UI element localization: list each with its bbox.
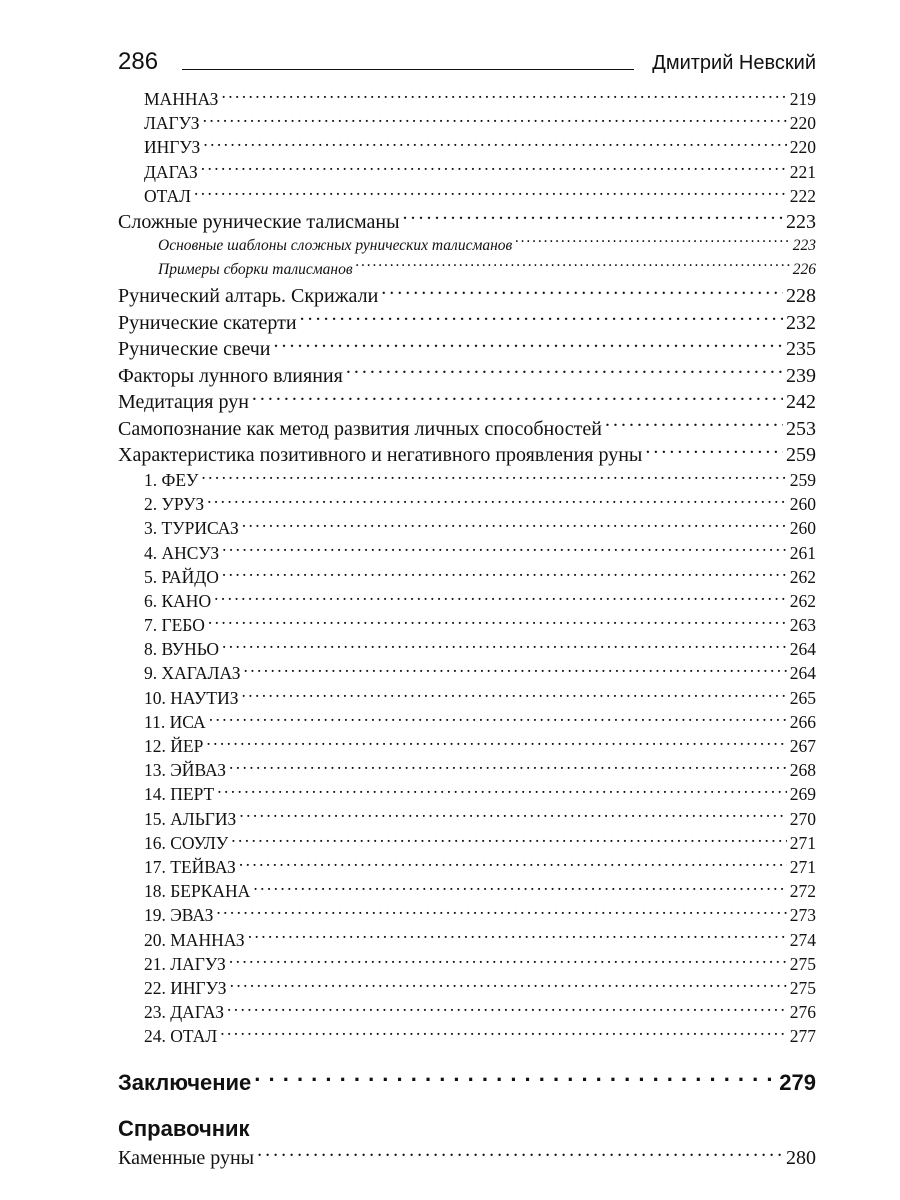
toc-entry[interactable] bbox=[118, 135, 816, 159]
toc-entry-title: Медитация рун bbox=[118, 391, 249, 414]
toc-entry-page: 271 bbox=[789, 832, 816, 853]
toc-entry-page: 275 bbox=[789, 953, 816, 974]
toc-rune-entry[interactable] bbox=[118, 1000, 816, 1024]
dot-leader bbox=[209, 710, 787, 728]
page-header bbox=[118, 40, 816, 74]
dot-leader bbox=[203, 112, 787, 130]
toc-rune-entry[interactable] bbox=[118, 782, 816, 806]
toc-entry-page: 239 bbox=[786, 364, 816, 387]
toc-entry-title: 2. УРУЗ bbox=[144, 494, 205, 515]
toc-subentry[interactable] bbox=[118, 258, 816, 282]
toc-entry-title: 12. ЙЕР bbox=[144, 736, 204, 756]
toc-entry-title: ОТАЛ bbox=[144, 185, 191, 206]
dot-leader bbox=[403, 208, 783, 228]
dot-leader bbox=[222, 565, 787, 583]
dot-leader bbox=[222, 541, 787, 559]
toc-entry[interactable] bbox=[118, 282, 816, 309]
dot-leader bbox=[515, 235, 789, 251]
toc-section-title: Заключение bbox=[118, 1070, 252, 1096]
toc-entry-title: 5. РАЙДО bbox=[144, 566, 219, 587]
toc-entry-page: 261 bbox=[789, 542, 816, 563]
dot-leader bbox=[253, 880, 786, 898]
toc-entry-page: 259 bbox=[789, 469, 816, 490]
toc-entry-page: 275 bbox=[789, 977, 816, 998]
toc-entry-title: 1. ФЕУ bbox=[144, 469, 199, 490]
dot-leader bbox=[231, 831, 786, 849]
dot-leader bbox=[230, 976, 787, 994]
toc-rune-entry[interactable] bbox=[118, 686, 816, 710]
toc-entry-title: 20. МАННАЗ bbox=[144, 929, 245, 950]
dot-leader bbox=[194, 184, 787, 202]
toc-entry-page: 272 bbox=[789, 881, 816, 902]
toc-entry-page: 220 bbox=[789, 113, 816, 134]
toc-entry-page: 219 bbox=[789, 89, 816, 109]
toc-entry-title: Примеры сборки талисманов bbox=[158, 261, 353, 279]
toc-entry[interactable] bbox=[118, 208, 816, 235]
toc-entry-title: 22. ИНГУЗ bbox=[144, 977, 227, 998]
dot-leader bbox=[242, 517, 787, 535]
toc-rune-entry[interactable] bbox=[118, 903, 816, 927]
header-rule bbox=[182, 69, 634, 70]
toc-entry-title: ИНГУЗ bbox=[144, 137, 201, 158]
toc-entry-title: 6. КАНО bbox=[144, 590, 212, 611]
toc-entry-title: Рунические свечи bbox=[118, 338, 271, 361]
toc-entry[interactable] bbox=[118, 111, 816, 135]
dot-leader bbox=[243, 662, 786, 680]
toc-section-conclusion[interactable] bbox=[118, 1068, 816, 1098]
dot-leader bbox=[201, 160, 787, 178]
toc-entry-page: 274 bbox=[789, 929, 816, 950]
toc-entry-title: 19. ЭВАЗ bbox=[144, 905, 214, 926]
dot-leader bbox=[241, 686, 786, 704]
toc-rune-entry[interactable] bbox=[118, 928, 816, 952]
toc-entry-page: 269 bbox=[789, 784, 816, 805]
toc-rune-entry[interactable] bbox=[118, 1024, 816, 1048]
toc-entry[interactable] bbox=[118, 184, 816, 208]
toc-rune-entry[interactable] bbox=[118, 541, 816, 565]
toc-entry-title: 18. БЕРКАНА bbox=[144, 881, 251, 902]
toc-entry-page: 264 bbox=[789, 639, 816, 660]
toc-entry-title: 3. ТУРИСАЗ bbox=[144, 518, 239, 539]
toc-entry-title: 21. ЛАГУЗ bbox=[144, 953, 226, 974]
toc-entry-title: Самопознание как метод развития личных способностей bbox=[118, 417, 602, 440]
toc-entry-page: 253 bbox=[786, 417, 816, 440]
toc-entry[interactable] bbox=[118, 441, 816, 468]
toc-entry-page: 262 bbox=[789, 566, 816, 587]
table-of-contents bbox=[118, 87, 816, 1171]
dot-leader bbox=[229, 952, 787, 970]
dot-leader bbox=[206, 735, 786, 753]
toc-rune-entry[interactable] bbox=[118, 589, 816, 613]
toc-entry-title: Сложные рунические талисманы bbox=[118, 210, 400, 233]
toc-rune-entry[interactable] bbox=[118, 492, 816, 516]
toc-entry-title: 24. ОТАЛ bbox=[144, 1026, 218, 1047]
toc-entry-page: 223 bbox=[792, 237, 816, 255]
toc-rune-entry[interactable] bbox=[118, 613, 816, 637]
toc-entry-page: 221 bbox=[789, 161, 816, 182]
toc-entry-page: 223 bbox=[786, 210, 816, 233]
dot-leader bbox=[217, 783, 787, 801]
toc-entry[interactable] bbox=[118, 1144, 816, 1171]
dot-leader bbox=[216, 904, 786, 922]
toc-entry-title: ДАГАЗ bbox=[144, 161, 198, 182]
toc-entry-page: 235 bbox=[786, 338, 816, 361]
toc-entry[interactable] bbox=[118, 87, 816, 111]
dot-leader bbox=[227, 1001, 787, 1019]
toc-rune-entry[interactable] bbox=[118, 468, 816, 492]
dot-leader bbox=[207, 493, 787, 511]
toc-entry-title: Факторы лунного влияния bbox=[118, 364, 343, 387]
toc-rune-entry[interactable] bbox=[118, 637, 816, 661]
toc-entry[interactable] bbox=[118, 335, 816, 362]
toc-entry-title: Основные шаблоны сложных рунических талисманов bbox=[158, 237, 513, 255]
dot-leader bbox=[605, 415, 783, 435]
toc-entry-title: 16. СОУЛУ bbox=[144, 832, 229, 853]
toc-rune-entry[interactable] bbox=[118, 516, 816, 540]
dot-leader bbox=[229, 759, 787, 777]
dot-leader bbox=[356, 259, 790, 275]
dot-leader bbox=[248, 928, 787, 946]
toc-entry-title: Каменные руны bbox=[118, 1147, 255, 1170]
toc-entry-page: 222 bbox=[789, 185, 816, 206]
toc-entry-title: Характеристика позитивного и негативного проявления руны bbox=[118, 444, 643, 467]
toc-entry-title: 7. ГЕБО bbox=[144, 615, 205, 636]
toc-rune-entry[interactable] bbox=[118, 758, 816, 782]
toc-entry-title: 17. ТЕЙВАЗ bbox=[144, 856, 236, 877]
toc-entry-page: 280 bbox=[786, 1147, 816, 1170]
toc-entry-page: 267 bbox=[789, 736, 816, 756]
toc-entry-title: 4. АНСУЗ bbox=[144, 542, 220, 563]
toc-entry-page: 277 bbox=[789, 1026, 816, 1047]
toc-entry-page: 264 bbox=[789, 663, 816, 684]
toc-entry[interactable] bbox=[118, 160, 816, 184]
toc-entry-page: 220 bbox=[789, 137, 816, 158]
toc-rune-entry[interactable] bbox=[118, 734, 816, 758]
dot-leader bbox=[222, 638, 787, 656]
toc-entry-title: Рунические скатерти bbox=[118, 311, 297, 334]
dot-leader bbox=[220, 1025, 787, 1043]
toc-entry-title: МАННАЗ bbox=[144, 89, 219, 109]
toc-rune-entry[interactable] bbox=[118, 976, 816, 1000]
dot-leader bbox=[300, 309, 783, 329]
toc-entry[interactable] bbox=[118, 309, 816, 336]
toc-entry-page: 228 bbox=[786, 285, 816, 308]
toc-rune-entry[interactable] bbox=[118, 952, 816, 976]
toc-rune-entry[interactable] bbox=[118, 831, 816, 855]
toc-entry-page: 266 bbox=[789, 711, 816, 732]
toc-entry[interactable] bbox=[118, 362, 816, 389]
toc-entry-title: 10. НАУТИЗ bbox=[144, 687, 239, 708]
toc-entry-title: 13. ЭЙВАЗ bbox=[144, 760, 226, 781]
dot-leader bbox=[208, 614, 787, 632]
toc-entry-page: 265 bbox=[789, 687, 816, 708]
toc-entry-page: 260 bbox=[789, 494, 816, 515]
toc-entry-page: 263 bbox=[789, 615, 816, 636]
toc-entry-title: Рунический алтарь. Скрижали bbox=[118, 285, 379, 308]
toc-section-reference[interactable]: Справочник bbox=[118, 1116, 250, 1142]
toc-rune-entry[interactable] bbox=[118, 565, 816, 589]
dot-leader bbox=[273, 335, 783, 355]
dot-leader bbox=[346, 362, 783, 382]
toc-entry-page: 260 bbox=[789, 518, 816, 539]
dot-leader bbox=[381, 282, 783, 302]
toc-entry-title: 11. ИСА bbox=[144, 711, 206, 732]
toc-entry-title: 9. ХАГАЛАЗ bbox=[144, 663, 241, 684]
toc-subentry[interactable] bbox=[118, 234, 816, 258]
toc-entry-page: 271 bbox=[789, 856, 816, 877]
dot-leader bbox=[203, 136, 786, 154]
toc-entry-page: 232 bbox=[786, 311, 816, 334]
toc-entry-page: 259 bbox=[786, 444, 816, 467]
toc-rune-entry[interactable] bbox=[118, 807, 816, 831]
toc-entry-page: 276 bbox=[789, 1002, 816, 1023]
toc-entry-page: 226 bbox=[792, 261, 816, 279]
dot-leader bbox=[252, 388, 783, 408]
toc-entry-page: 268 bbox=[789, 760, 816, 781]
toc-entry[interactable] bbox=[118, 415, 816, 442]
toc-entry-page: 270 bbox=[789, 808, 816, 829]
dot-leader bbox=[201, 468, 786, 486]
dot-leader bbox=[239, 807, 786, 825]
toc-entry-page: 273 bbox=[789, 905, 816, 926]
toc-entry-title: 23. ДАГАЗ bbox=[144, 1002, 225, 1023]
dot-leader bbox=[254, 1068, 776, 1090]
running-head-author: Дмитрий Невский bbox=[652, 52, 816, 74]
toc-section-page: 279 bbox=[779, 1070, 816, 1096]
toc-entry[interactable] bbox=[118, 388, 816, 415]
dot-leader bbox=[645, 441, 783, 461]
toc-entry-title: 14. ПЕРТ bbox=[144, 784, 215, 805]
toc-entry-title: 8. ВУНЬО bbox=[144, 639, 220, 660]
dot-leader bbox=[214, 589, 787, 607]
toc-entry-page: 262 bbox=[789, 590, 816, 611]
toc-rune-entry[interactable] bbox=[118, 661, 816, 685]
dot-leader bbox=[239, 855, 787, 873]
dot-leader bbox=[257, 1144, 783, 1164]
dot-leader bbox=[221, 88, 786, 106]
toc-entry-title: 15. АЛЬГИЗ bbox=[144, 808, 237, 829]
toc-rune-entry[interactable] bbox=[118, 710, 816, 734]
toc-entry-page: 242 bbox=[786, 391, 816, 414]
toc-entry-title: ЛАГУЗ bbox=[144, 113, 200, 134]
toc-rune-entry[interactable] bbox=[118, 855, 816, 879]
toc-rune-entry[interactable] bbox=[118, 879, 816, 903]
page-number: 286 bbox=[118, 48, 159, 75]
